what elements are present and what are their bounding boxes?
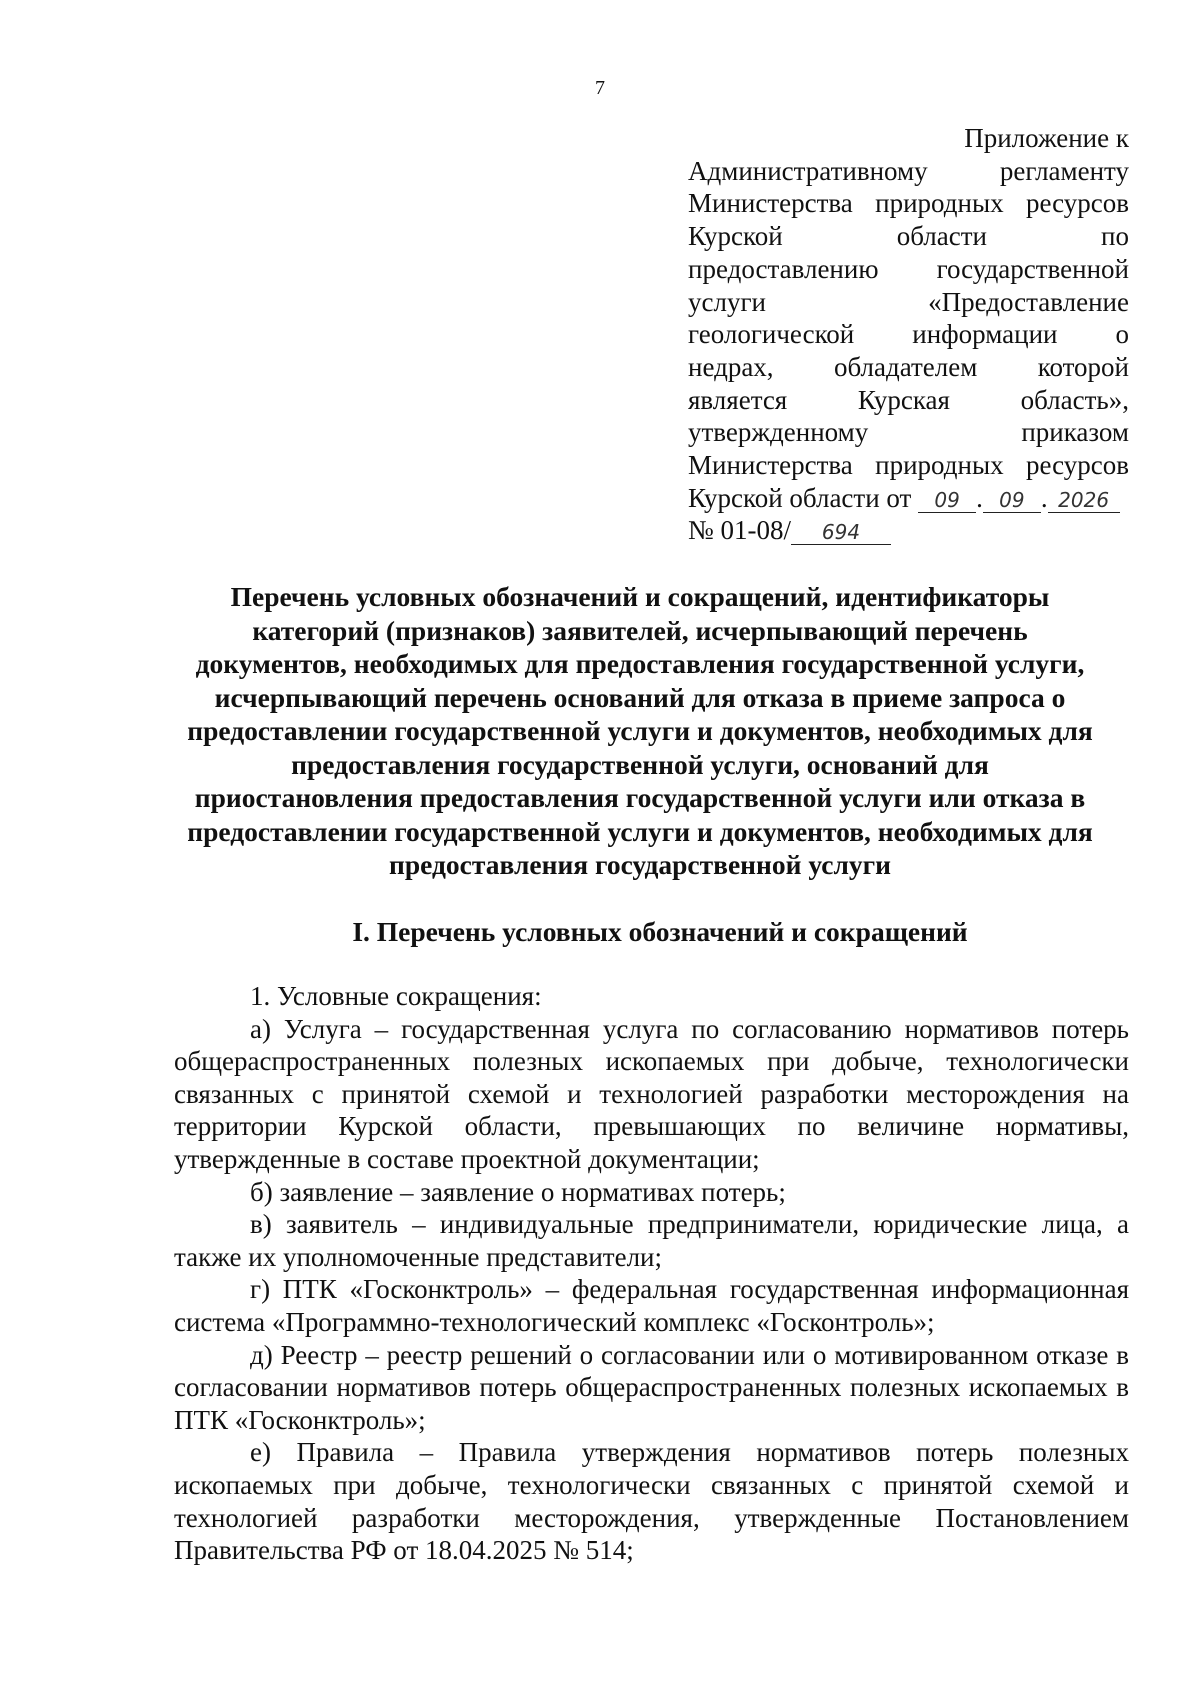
appendix-line: предоставлению государственной [688,253,1129,284]
title-line: предоставления государственной услуги [389,849,891,880]
appendix-line: является Курская область», [688,384,1129,415]
title-line: исчерпывающий перечень оснований для отказа в приеме запроса о [214,681,1066,713]
title-line: документов, необходимых для предоставления государственной услуги, [195,648,1085,679]
appendix-block [688,122,1129,547]
handwritten-number: 694 [791,520,891,545]
document-title [160,580,1120,882]
title-line: приостановления предоставления государственной услуги или отказа в [194,782,1086,813]
appendix-line: Административному регламенту [688,155,1129,186]
body-text [174,980,1129,1567]
title-line: предоставлении государственной услуги и документов, необходимых для [187,715,1093,746]
appendix-line: геологической информации о [688,319,1129,350]
appendix-line: Министерства природных ресурсов [688,188,1129,219]
section-heading: I. Перечень условных обозначений и сокращений [352,916,968,947]
paragraph: е) Правила – Правила утверждения нормативов потерь полезных ископаемых при добыче, технологически связанных с принятой схемой и технологией разработки месторождения, утвержденные Постановлением Правительства РФ от 18.04.2025 № 514; [174,1437,1129,1566]
paragraph: в) заявитель – индивидуальные предприниматели, юридические лица, а также их уполномоченные представители; [174,1209,1129,1272]
appendix-line: услуги «Предоставление [688,286,1129,317]
appendix-line: Приложение к [964,123,1129,153]
appendix-line: утвержденному приказом [688,417,1129,448]
number-prefix: № 01-08/ [688,515,792,546]
page-number: 7 [595,77,605,99]
title-line: Перечень условных обозначений и сокращений, идентификаторы [230,581,1050,612]
appendix-line: Министерства природных ресурсов [688,450,1129,481]
date-separator: . [976,482,983,513]
date-separator: . [1040,482,1048,513]
paragraph: г) ПТК «Госконктроль» – федеральная государственная информационная система «Программно-технологический комплекс «Госконтроль»; [174,1274,1129,1337]
handwritten-day: 09 [918,488,976,513]
appendix-number-line [688,514,1129,547]
handwritten-year: 2026 [1048,488,1120,513]
paragraph: 1. Условные сокращения: [250,981,542,1011]
title-line: категорий (признаков) заявителей, исчерпывающий перечень [252,614,1028,646]
title-line: предоставлении государственной услуги и документов, необходимых для [187,815,1093,847]
appendix-line: Курской области по [688,221,1129,252]
date-prefix: Курской области от [688,482,912,513]
title-line: предоставления государственной услуги, оснований для [291,748,989,780]
appendix-date-line [688,482,1129,515]
appendix-line: недрах, обладателем которой [688,351,1129,382]
paragraph: д) Реестр – реестр решений о согласовании или о мотивированном отказе в согласовании нормативов потерь общераспространенных полезных ископаемых в ПТК «Госконктроль»; [174,1339,1129,1435]
handwritten-month: 09 [983,488,1041,513]
paragraph: а) Услуга – государственная услуга по согласованию нормативов потерь общераспространенных полезных ископаемых при добыче, технологически связанных с принятой схемой и технологией разработки месторождения на территории Курской области, превышающих по величине нормативы, утвержденные в составе проектной документации; [174,1013,1129,1174]
paragraph: б) заявление – заявление о нормативах потерь; [250,1176,786,1207]
